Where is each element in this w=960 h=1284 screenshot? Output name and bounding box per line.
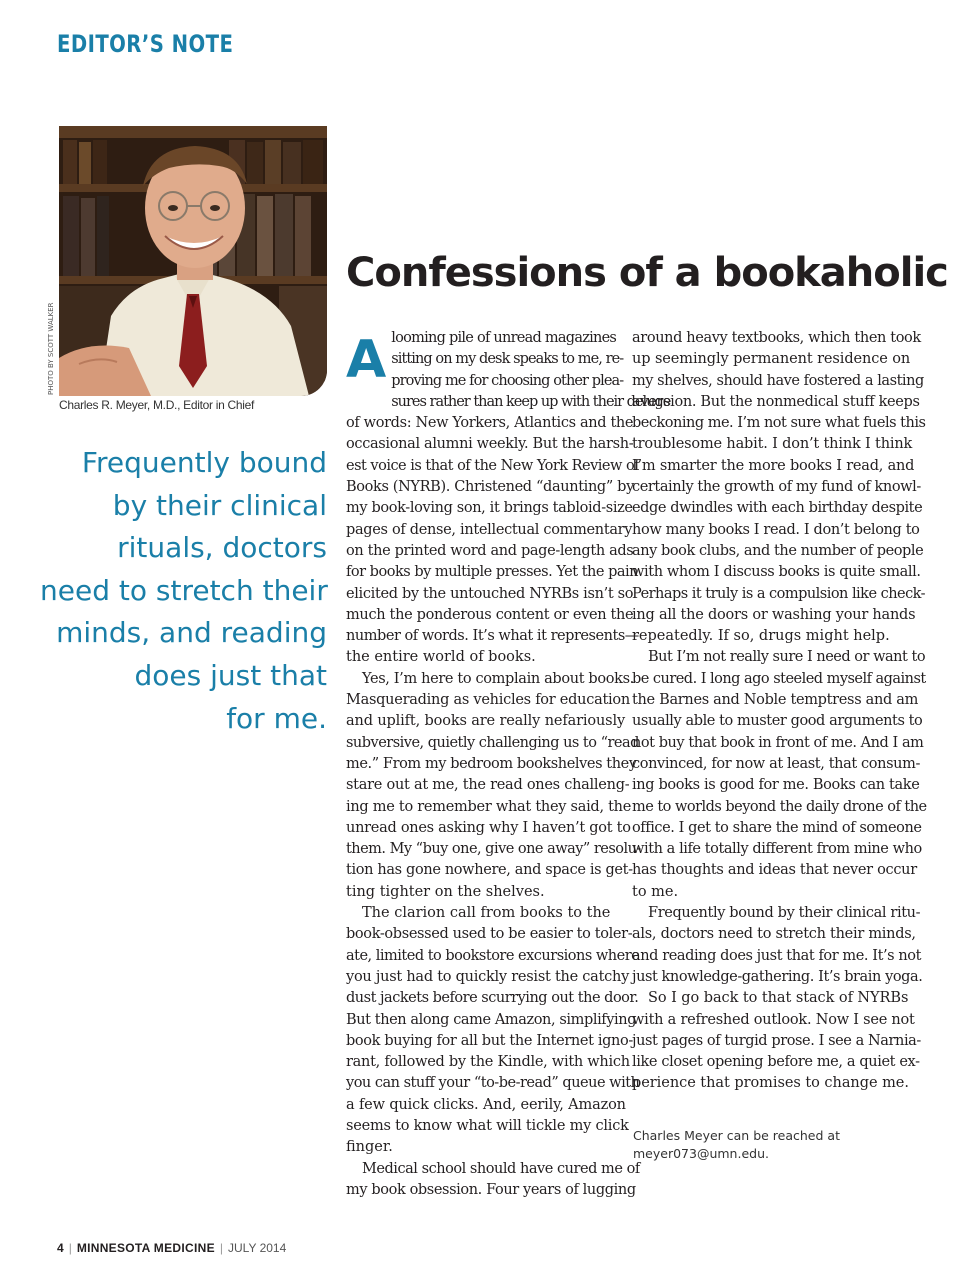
body-line: I’m smarter the more books I read, and	[632, 457, 915, 474]
body-line: beckoning me. I’m not sure what fuels this	[632, 415, 926, 432]
body-line: The clarion call from books to the	[362, 905, 611, 922]
body-line: ate, limited to bookstore excursions where	[346, 947, 640, 964]
body-line: certainly the growth of my fund of knowl-	[632, 479, 921, 496]
body-line: subversive, quietly challenging us to “read	[346, 734, 639, 751]
body-line: a few quick clicks. And, eerily, Amazon	[346, 1096, 626, 1113]
body-line: my book-loving son, it brings tabloid-size	[346, 500, 633, 517]
body-line: edge dwindles with each birthday despite	[632, 500, 923, 517]
body-line: aversion. But the nonmedical stuff keeps	[632, 393, 920, 410]
body-line: ing me to remember what they said, the	[346, 798, 632, 815]
body-line: to me.	[632, 883, 679, 900]
page-footer: 4 | MINNESOTA MEDICINE | JULY 2014	[57, 1241, 287, 1255]
body-line: repeatedly. If so, drugs might help.	[632, 628, 890, 645]
body-line: proving me for choosing other plea-	[391, 372, 624, 389]
body-line: est voice is that of the New York Review of	[346, 457, 640, 474]
body-line: Frequently bound by their clinical ritu-	[648, 905, 921, 922]
body-line: for books by multiple presses. Yet the pain	[346, 564, 639, 581]
body-line: ting tighter on the shelves.	[346, 883, 545, 900]
body-line: of words: New Yorkers, Atlantics and the	[346, 415, 634, 432]
body-line: looming pile of unread magazines	[391, 330, 617, 346]
photo-credit: PHOTO BY SCOTT WALKER	[47, 302, 55, 395]
body-line: much the ponderous content or even the	[346, 606, 634, 623]
body-line: be cured. I long ago steeled myself against	[632, 670, 926, 687]
body-line: office. I get to share the mind of someone	[632, 819, 922, 836]
body-line: just knowledge-gathering. It’s brain yoga.	[632, 968, 923, 985]
body-line: my book obsession. Four years of lugging	[346, 1181, 636, 1198]
article-column-1	[346, 328, 671, 1201]
body-line: But I’m not really sure I need or want to	[648, 649, 926, 666]
section-label: EDITOR’S NOTE	[57, 30, 234, 58]
pull-quote-line: minds, and reading	[56, 616, 327, 650]
body-line: tion has gone nowhere, and space is get-	[346, 862, 633, 879]
body-line: up seemingly permanent residence on	[632, 351, 911, 368]
body-line: convinced, for now at least, that consum-	[632, 755, 920, 772]
body-line: ing all the doors or washing your hands	[632, 606, 916, 623]
contact-email: meyer073@umn.edu.	[633, 1146, 769, 1161]
body-line: Perhaps it truly is a compulsion like check-	[632, 585, 926, 602]
magazine-name: MINNESOTA MEDICINE	[76, 1241, 215, 1255]
body-line: sures rather than keep up with their deluge	[391, 393, 671, 410]
body-line: Yes, I’m here to complain about books.	[362, 670, 634, 687]
body-line: and reading does just that for me. It’s not	[632, 947, 922, 964]
body-line: on the printed word and page-length ads	[346, 542, 634, 559]
body-line: me to worlds beyond the daily drone of the	[632, 798, 927, 815]
body-line: ing books is good for me. Books can take	[632, 777, 920, 794]
pull-quote-line: does just that	[134, 658, 327, 692]
body-line: seems to know what will tickle my click	[346, 1117, 629, 1134]
body-line: around heavy textbooks, which then took	[632, 330, 921, 346]
body-line: pages of dense, intellectual commentary	[346, 521, 633, 538]
body-line: sitting on my desk speaks to me, re-	[391, 351, 624, 368]
author-contact	[633, 1127, 840, 1163]
body-line: with a life totally different from mine who	[632, 841, 922, 858]
body-line: my shelves, should have fostered a lasting	[632, 372, 924, 389]
body-line: just pages of turgid prose. I see a Narnia-	[632, 1032, 921, 1049]
body-line: not buy that book in front of me. And I am	[632, 734, 924, 751]
body-line: So I go back to that stack of NYRBs	[648, 990, 909, 1007]
body-line: Medical school should have cured me of	[362, 1160, 640, 1177]
photo-caption: Charles R. Meyer, M.D., Editor in Chief	[59, 398, 255, 412]
body-line: book buying for all but the Internet igno-	[346, 1032, 633, 1049]
body-line: like closet opening before me, a quiet ex-	[632, 1054, 920, 1071]
body-line: elicited by the untouched NYRBs isn’t so	[346, 585, 634, 602]
body-line: stare out at me, the read ones challeng-	[346, 777, 630, 794]
body-line: occasional alumni weekly. But the harsh-	[346, 436, 634, 453]
body-line: how many books I read. I don’t belong to	[632, 521, 920, 538]
body-line: any book clubs, and the number of people	[632, 542, 924, 559]
pull-quote-line: for me.	[226, 701, 327, 735]
pull-quote-line: by their clinical	[112, 488, 327, 522]
body-line: rant, followed by the Kindle, with which	[346, 1054, 630, 1071]
body-line: you can stuff your “to-be-read” queue with	[346, 1075, 640, 1092]
body-line: als, doctors need to stretch their minds,	[632, 926, 916, 943]
body-line: perience that promises to change me.	[632, 1075, 909, 1092]
pull-quote-line: need to stretch their	[40, 573, 328, 607]
article-column-2	[632, 328, 927, 1095]
pull-quote	[40, 442, 327, 740]
article-headline: Confessions of a bookaholic	[346, 250, 948, 296]
body-line: finger.	[346, 1139, 393, 1156]
body-line: Books (NYRB). Christened “daunting” by	[346, 479, 634, 496]
editor-photo	[59, 126, 327, 396]
page-number: 4	[57, 1241, 64, 1255]
body-line: troublesome habit. I don’t think I think	[632, 436, 913, 453]
body-line: usually able to muster good arguments to	[632, 713, 923, 730]
body-line: number of words. It’s what it represents—	[346, 628, 639, 645]
body-line: me.” From my bedroom bookshelves they	[346, 755, 637, 772]
pull-quote-line: Frequently bound	[81, 446, 327, 479]
body-line: has thoughts and ideas that never occur	[632, 862, 917, 879]
pull-quote-line: rituals, doctors	[117, 531, 327, 565]
body-line: dust jackets before scurrying out the door.	[346, 990, 639, 1007]
body-line: unread ones asking why I haven’t got to	[346, 819, 631, 836]
body-line: you just had to quickly resist the catchy	[346, 968, 630, 985]
drop-cap: A	[346, 330, 387, 390]
contact-line: Charles Meyer can be reached at	[633, 1128, 840, 1143]
body-line: the Barnes and Noble temptress and am	[632, 692, 919, 709]
body-line: with a refreshed outlook. Now I see not	[632, 1011, 915, 1028]
body-line: them. My “buy one, give one away” resolu-	[346, 841, 641, 858]
issue-date: JULY 2014	[228, 1241, 287, 1255]
body-line: book-obsessed used to be easier to toler-	[346, 926, 633, 943]
body-line: and uplift, books are really nefariously	[346, 713, 625, 730]
body-line: Masquerading as vehicles for education	[346, 692, 630, 709]
body-line: the entire world of books.	[346, 649, 536, 666]
body-line: But then along came Amazon, simplifying	[346, 1011, 637, 1028]
body-line: with whom I discuss books is quite small.	[632, 564, 921, 581]
